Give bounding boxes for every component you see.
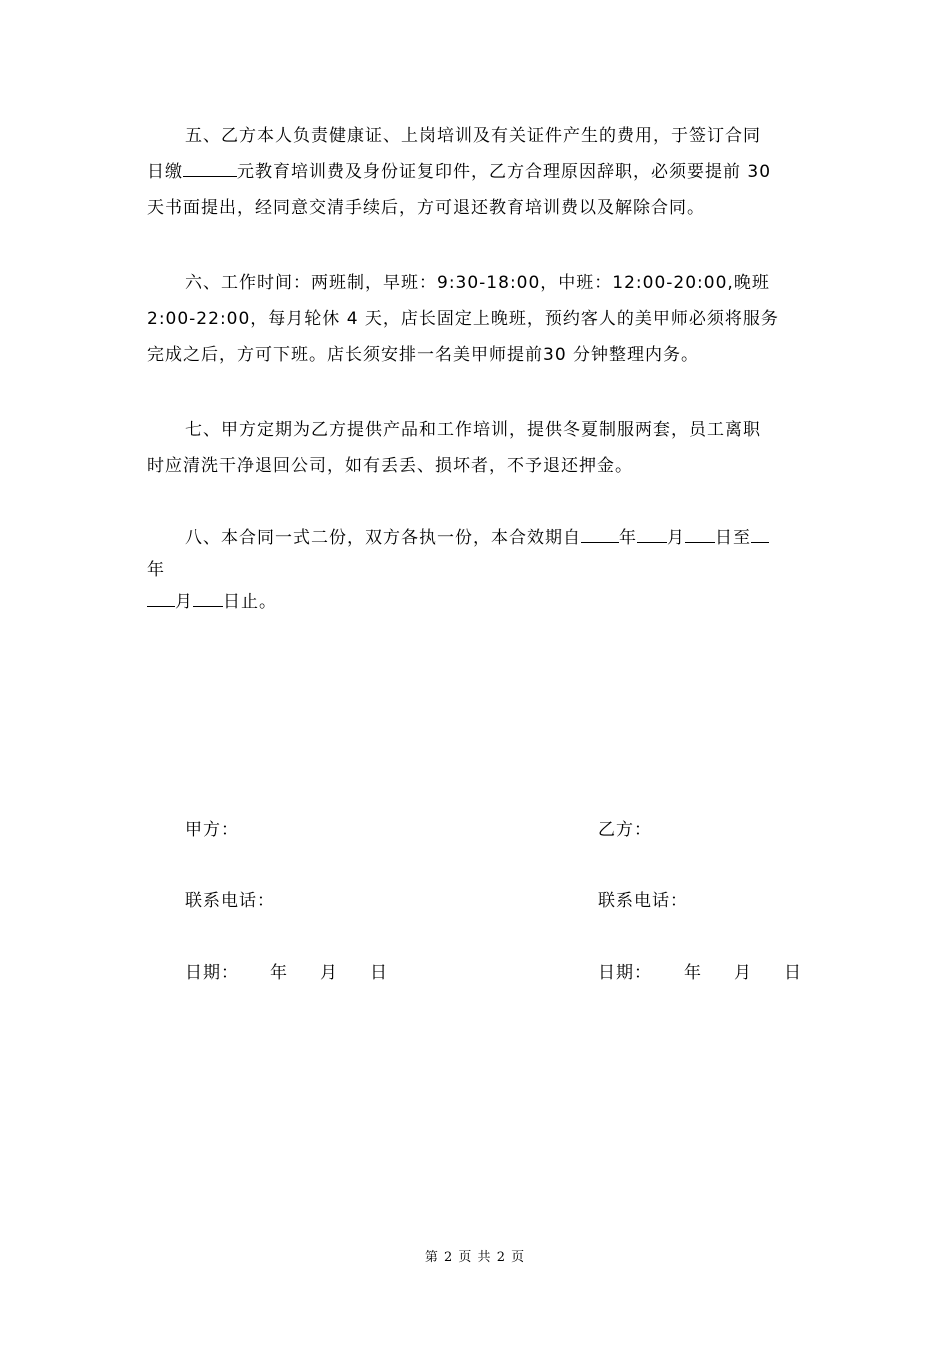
start-year-label: 年: [619, 528, 637, 548]
clause-5: [147, 118, 807, 226]
clause-5-line-2-suffix: 元教育培训费及身份证复印件，乙方合理原因辞职，必须要提前 30: [237, 162, 772, 182]
clause-5-line-1: 五、乙方本人负责健康证、上岗培训及有关证件产生的费用，于签订合同: [185, 126, 761, 146]
clause-5-line-2: [147, 154, 807, 190]
clause-7-line-1: 七、甲方定期为乙方提供产品和工作培训，提供冬夏制服两套，员工离职: [185, 420, 761, 440]
party-a-phone-label: 联系电话：: [185, 891, 275, 911]
start-day-blank: [685, 541, 715, 543]
end-day-label: 日止。: [223, 592, 277, 612]
start-month-blank: [637, 541, 667, 543]
end-year-blank: [751, 541, 769, 543]
clause-8-line-2: 年: [147, 560, 165, 580]
end-month-blank: [147, 605, 175, 607]
end-month-label: 月: [175, 592, 193, 612]
party-b-date-day: 日: [784, 963, 802, 983]
party-b-date: [598, 961, 802, 985]
party-b-date-year: 年: [684, 963, 702, 983]
clause-6: [147, 265, 807, 373]
clause-7-line-2: 时应清洗干净退回公司，如有丢丢、损坏者，不予退还押金。: [147, 456, 633, 476]
clause-6-line-1: 六、工作时间：两班制，早班：9:30-18:00，中班：12:00-20:00,晚班: [185, 273, 770, 293]
party-a-date: [185, 961, 388, 985]
clause-5-line-2-prefix: 日缴: [147, 162, 183, 182]
party-b-date-month: 月: [734, 963, 752, 983]
party-b-phone-label: 联系电话：: [598, 891, 688, 911]
party-b-date-label: 日期：: [598, 963, 652, 983]
clause-5-line-3: 天书面提出，经同意交清手续后，方可退还教育培训费以及解除合同。: [147, 198, 705, 218]
fee-amount-blank: [183, 175, 237, 177]
party-a-label: 甲方：: [185, 820, 239, 840]
page-number-footer: 第 2 页 共 2 页: [424, 1250, 526, 1265]
party-a-date-label: 日期：: [185, 963, 239, 983]
start-day-to-label: 日至: [715, 528, 751, 548]
party-a-date-year: 年: [270, 963, 288, 983]
clause-8-prefix: 八、本合同一式二份，双方各执一份，本合效期自: [185, 528, 581, 548]
party-b-label: 乙方：: [598, 820, 652, 840]
party-a-date-month: 月: [320, 963, 338, 983]
clause-8-line-1: [147, 522, 807, 554]
party-a-date-day: 日: [370, 963, 388, 983]
clause-8-line-3: [147, 586, 807, 618]
clause-6-line-3: 完成之后，方可下班。店长须安排一名美甲师提前30 分钟整理内务。: [147, 345, 700, 365]
start-month-label: 月: [667, 528, 685, 548]
clause-7: [147, 412, 807, 484]
start-year-blank: [581, 541, 619, 543]
clause-6-line-2: 2:00-22:00，每月轮休 4 天，店长固定上晚班，预约客人的美甲师必须将服务: [147, 309, 779, 329]
clause-8: [147, 522, 807, 618]
end-day-blank: [193, 605, 223, 607]
